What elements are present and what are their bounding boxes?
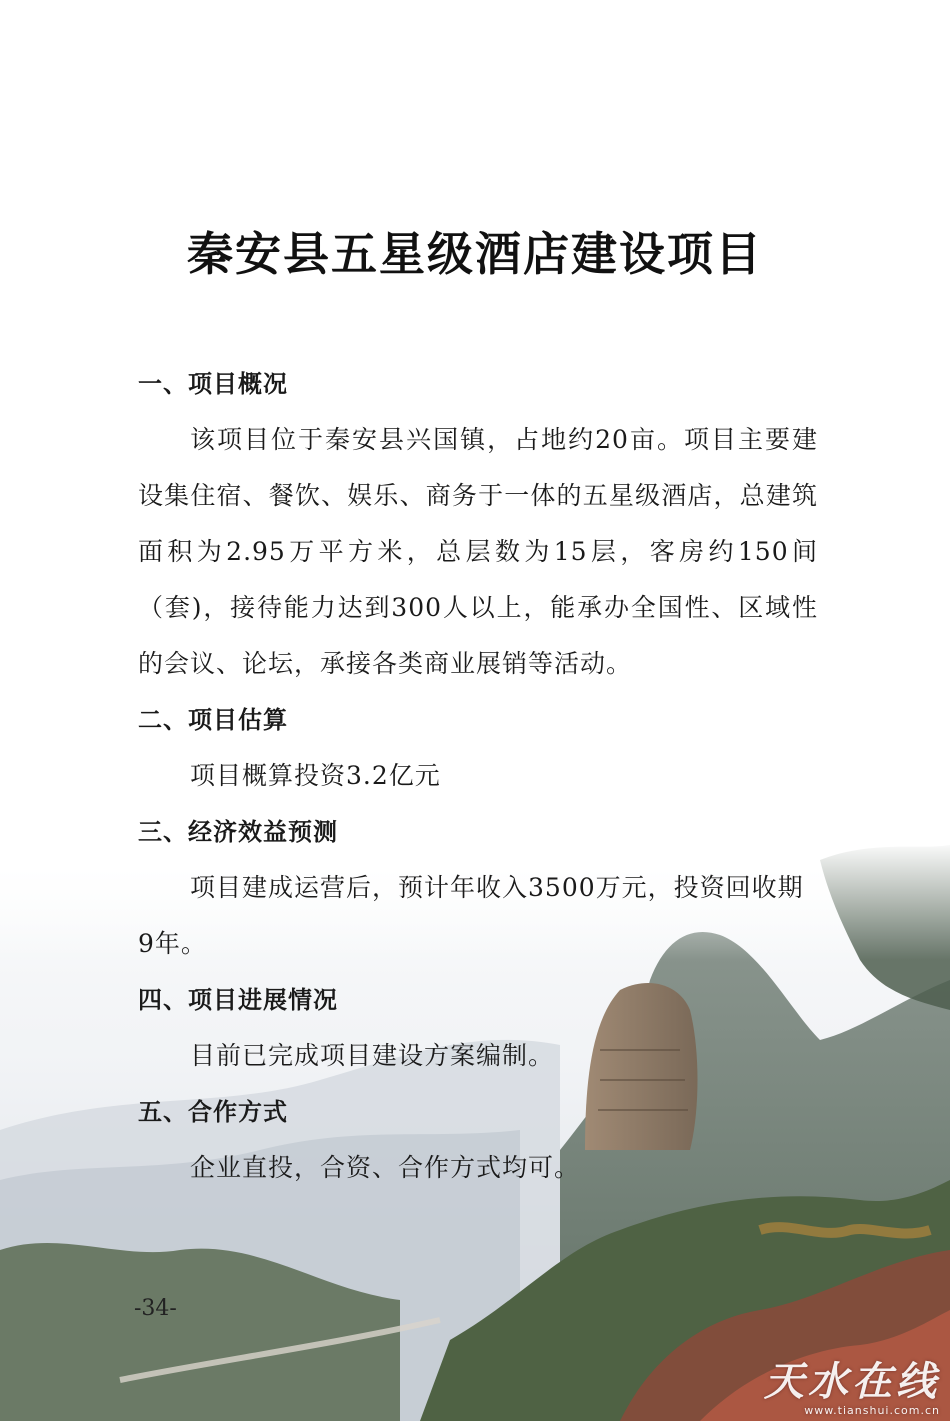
- watermark-logo: [764, 1360, 940, 1417]
- section-2-body: 项目概算投资3.2亿元: [190, 761, 441, 790]
- section-1-heading: 一、项目概况: [138, 370, 288, 398]
- section-3-body: 项目建成运营后，预计年收入3500万元，投资回收期9年。: [138, 873, 804, 958]
- section-1-body: 该项目位于秦安县兴国镇，占地约20亩。项目主要建设集住宿、餐饮、娱乐、商务于一体的五星级酒店，总建筑面积为2.95万平方米，总层数为15层，客房约150间（套)，接待能力达到300人以上，能承办全国性、区域性的会议、论坛，承接各类商业展销等活动。: [138, 425, 818, 678]
- document-title: 秦安县五星级酒店建设项目: [187, 227, 763, 281]
- page-number: -34-: [134, 1296, 177, 1321]
- section-4-body: 目前已完成项目建设方案编制。: [190, 1041, 555, 1070]
- section-4-heading: 四、项目进展情况: [138, 986, 338, 1014]
- section-3-heading: 三、经济效益预测: [138, 818, 338, 846]
- section-5-heading: 五、合作方式: [138, 1098, 288, 1126]
- watermark-text: 天水在线: [764, 1359, 940, 1405]
- section-5-body: 企业直投，合资、合作方式均可。: [190, 1153, 581, 1182]
- watermark-url: www.tianshui.com.cn: [804, 1404, 940, 1417]
- section-2-heading: 二、项目估算: [138, 706, 288, 734]
